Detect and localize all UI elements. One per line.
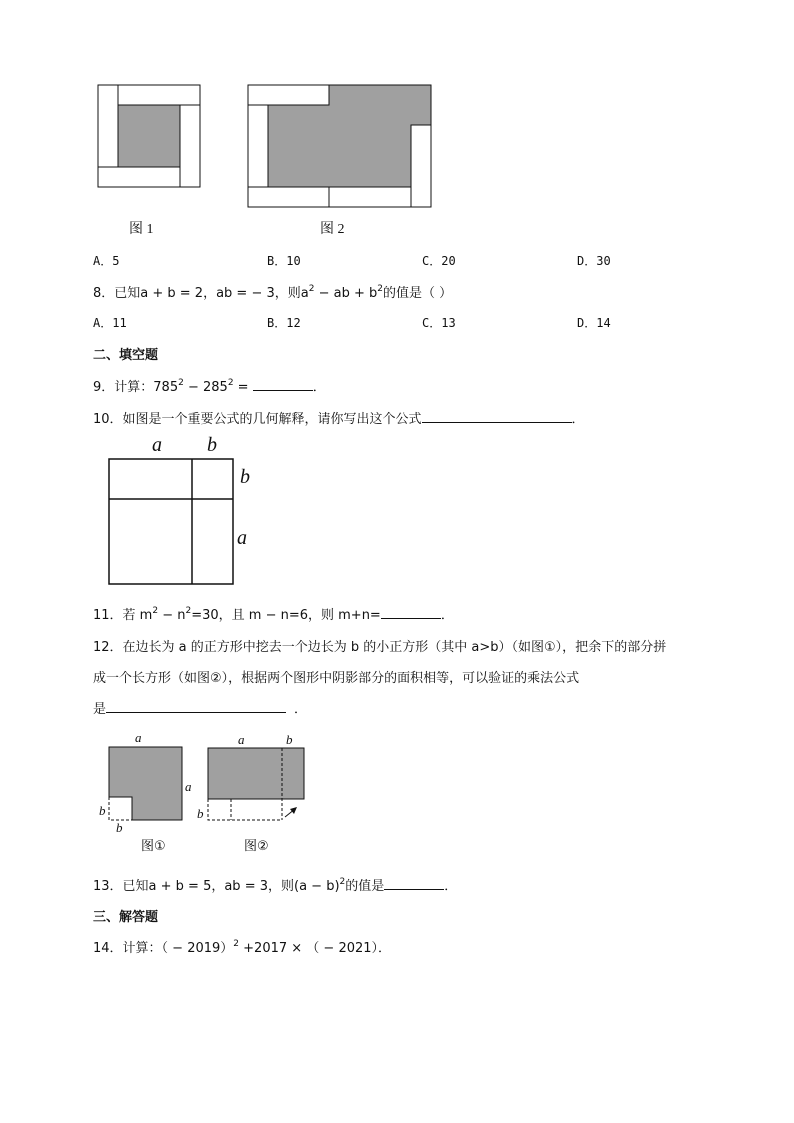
q10-label-top-b: b	[207, 434, 217, 456]
q11-suffix: =30，且 m − n=6，则 m+n=	[191, 608, 381, 623]
q14-sup1: 2	[233, 939, 240, 949]
q7-option-c: C．20	[422, 254, 456, 268]
figure-2-strip-bottom-left	[248, 187, 329, 207]
figure-1-strip-right	[180, 105, 200, 187]
q8-option-c: C．13	[422, 316, 456, 330]
figure-1-strip-left	[98, 85, 118, 167]
q11-sup2: 2	[185, 606, 192, 616]
figure-2-strip-bottom-mid	[329, 187, 411, 207]
q10-end: ．	[571, 412, 585, 427]
q10-outer-square	[109, 459, 233, 584]
figure-1	[97, 84, 207, 194]
q13-answer-blank[interactable]	[384, 877, 444, 890]
figure-2-caption: 图 2	[320, 222, 345, 237]
q12-fig1-label-bottom-b: b	[116, 820, 123, 835]
q10-figure	[108, 458, 238, 608]
q10-label-top-a: a	[152, 434, 162, 456]
q12-fig2-label-top-b: b	[286, 732, 293, 747]
q13-suffix: 的值是	[345, 879, 385, 894]
q11-mid: − n	[158, 608, 186, 623]
figure-2-strip-left	[248, 105, 268, 187]
q12-figure-2	[207, 747, 312, 827]
q8-sup1: 2	[308, 284, 315, 294]
q12-fig1-label-left-b: b	[99, 803, 106, 818]
q9-answer-blank[interactable]	[253, 378, 313, 391]
q12-line-1: 12．在边长为 a 的正方形中挖去一个边长为 b 的小正方形（其中 a>b）（如图①），把余下的部分拼	[93, 640, 667, 655]
q10-label-right-b: b	[240, 466, 250, 488]
q7-option-b: B．10	[267, 254, 301, 268]
q8-option-b: B．12	[267, 316, 301, 330]
q11-answer-blank[interactable]	[381, 606, 441, 619]
figure-1-shaded-square	[118, 105, 180, 167]
figure-1-strip-top	[118, 85, 200, 105]
q12-line-3-prefix: 是	[93, 702, 107, 717]
question-13	[93, 875, 457, 894]
q12-answer-blank[interactable]	[106, 700, 286, 713]
q12-figure-2-arrow-head	[290, 807, 297, 814]
question-9	[93, 376, 326, 395]
q14-prefix: 14．计算：（ − 2019）	[93, 941, 234, 956]
q12-end: ．	[294, 702, 308, 717]
q12-figure-2-caption: 图②	[244, 839, 269, 854]
q14-suffix: +2017 × （ − 2021）．	[239, 941, 392, 956]
q12-fig2-label-top-a: a	[238, 732, 245, 747]
question-14	[93, 937, 391, 956]
q8-option-a: A．11	[93, 316, 127, 330]
q10-text: 10．如图是一个重要公式的几何解释，请你写出这个公式	[93, 412, 422, 427]
figure-2-strip-top	[248, 85, 329, 105]
q12-line-3	[93, 698, 307, 717]
q12-fig2-label-left-b: b	[197, 806, 204, 821]
q8-prefix: 8．已知a + b = 2，ab = − 3，则a	[93, 286, 309, 301]
q7-option-d: D．30	[577, 254, 611, 268]
question-8	[93, 282, 452, 301]
figure-2-strip-right	[411, 125, 431, 207]
q9-mid: − 285	[183, 380, 228, 395]
q12-figure-1-shaded-region	[109, 747, 182, 820]
question-11	[93, 604, 454, 623]
q7-option-a: A．5	[93, 254, 120, 268]
q11-end: ．	[440, 608, 454, 623]
q13-end: ．	[444, 879, 458, 894]
q9-prefix: 9．计算：785	[93, 380, 179, 395]
q8-sup2: 2	[377, 284, 383, 294]
q12-figure-1-caption: 图①	[141, 839, 166, 854]
q9-sup2: 2	[227, 378, 234, 388]
q8-suffix: 的值是（ ）	[382, 286, 453, 301]
figure-2	[247, 84, 437, 212]
q12-figure-2-shaded-rect	[208, 748, 304, 799]
q12-fig1-label-top-a: a	[135, 730, 142, 745]
q9-end: ．	[312, 380, 326, 395]
q13-prefix: 13．已知a + b = 5，ab = 3，则(a − b)	[93, 879, 340, 894]
q9-sup1: 2	[178, 378, 184, 388]
q9-suffix: =	[233, 380, 253, 395]
q12-figure-2-dashed-bottom	[208, 799, 282, 820]
section-3-title: 三、解答题	[93, 910, 159, 925]
q8-option-d: D．14	[577, 316, 611, 330]
question-10	[93, 408, 585, 427]
q12-figure-1	[108, 746, 188, 826]
figure-1-strip-bottom	[98, 167, 180, 187]
q13-sup1: 2	[339, 877, 346, 887]
q12-figure-1-removed-square	[109, 797, 132, 820]
q12-fig1-label-right-a: a	[185, 779, 192, 794]
q11-sup1: 2	[152, 606, 159, 616]
q10-answer-blank[interactable]	[422, 410, 572, 423]
q8-mid: − ab + b	[314, 286, 378, 301]
q11-prefix: 11．若 m	[93, 608, 153, 623]
q12-line-2: 成一个长方形（如图②），根据两个图形中阴影部分的面积相等，可以验证的乘法公式	[93, 671, 580, 686]
section-2-title: 二、填空题	[93, 348, 159, 363]
figure-1-caption: 图 1	[129, 222, 154, 237]
q10-label-right-a: a	[237, 527, 247, 549]
